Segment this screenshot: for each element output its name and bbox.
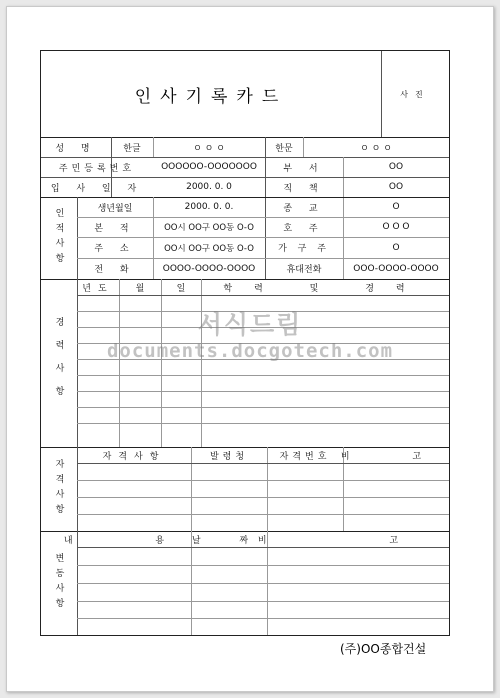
position-label: 직 책	[283, 183, 325, 194]
birth-date-label: 생년월일	[97, 203, 133, 214]
license-number-header: 자격번호	[279, 451, 331, 462]
watermark-brand: 서식드림	[197, 310, 303, 339]
license-name-header: 자격사항	[102, 451, 166, 462]
korean-name-value: ㅇ ㅇ ㅇ	[193, 143, 225, 154]
id-number-label: 주민등록번호	[58, 163, 136, 174]
personal-section-label: 인적사항	[53, 208, 64, 268]
career-month-header: 월	[135, 283, 145, 294]
householder-label: 가 구 주	[278, 244, 330, 254]
korean-name-label: 한글	[123, 143, 141, 154]
mobile-label: 휴대전화	[286, 265, 322, 275]
phone-value: OOOO-OOOO-OOOO	[162, 263, 256, 274]
id-number-value: OOOOOO-OOOOOOO	[161, 162, 257, 172]
company-name: (주)OO종합건설	[340, 642, 427, 656]
religion-label: 종 교	[283, 203, 325, 214]
watermark-url: documents.docgotech.com	[106, 340, 394, 362]
changes-content-header: 내 용	[63, 535, 205, 546]
department-label: 부 서	[283, 163, 325, 174]
changes-note-header: 비 고	[257, 535, 459, 546]
phone-label: 전 화	[94, 265, 136, 275]
license-section-label: 자격사항	[53, 459, 64, 519]
hanja-name-label: 한문	[275, 143, 293, 154]
name-label: 성 명	[55, 143, 97, 154]
hanja-name-value: ㅇ ㅇ ㅇ	[360, 143, 392, 154]
license-issuer-header: 발령청	[209, 451, 249, 462]
address-value: OO시 OO구 OO동 O-O	[164, 243, 254, 254]
photo-label: 사진	[400, 89, 430, 99]
position-value: OO	[388, 182, 404, 192]
birth-date-value: 2000. 0. 0.	[184, 202, 234, 212]
department-value: OO	[388, 162, 404, 172]
form-title: 인사기록카드	[134, 86, 288, 107]
address-label: 주 소	[94, 244, 136, 254]
family-head-value: O O O	[382, 222, 410, 232]
mobile-value: OOO-OOOO-OOOO	[353, 263, 439, 274]
career-section-label: 경력사항	[53, 317, 64, 409]
career-year-header: 년도	[82, 283, 114, 294]
origin-label: 본 적	[94, 223, 136, 234]
career-detail-header: 학력 및 경력	[223, 283, 427, 294]
license-note-header: 비 고	[340, 451, 452, 462]
householder-value: O	[392, 242, 400, 253]
family-head-label: 호 주	[283, 223, 325, 234]
career-day-header: 일	[176, 283, 186, 294]
changes-date-header: 날 짜	[191, 535, 267, 546]
join-date-label: 입 사 일 자	[50, 183, 144, 194]
religion-value: O	[392, 202, 400, 212]
origin-value: OO시 OO구 OO동 O-O	[164, 223, 254, 233]
changes-section-label: 변동사항	[53, 553, 64, 613]
join-date-value: 2000. 0. 0	[186, 182, 232, 192]
